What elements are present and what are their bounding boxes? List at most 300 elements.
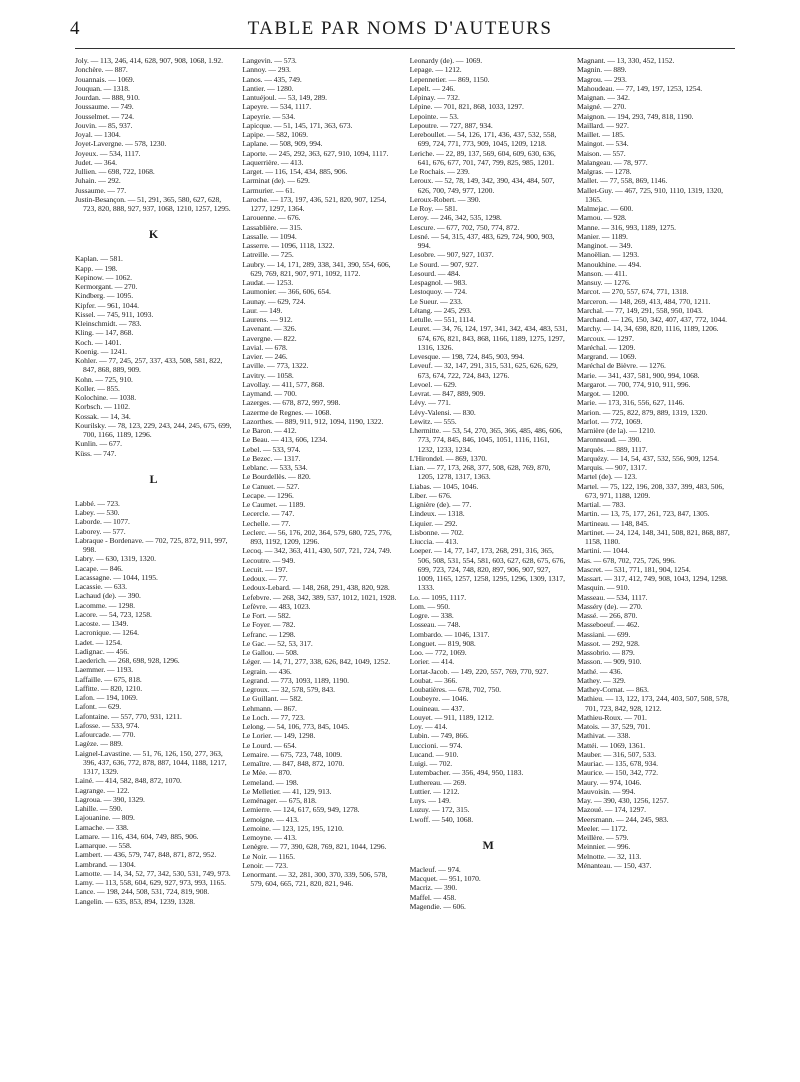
index-entry: Loy. — 414.	[409, 722, 448, 731]
index-entry: Lagèze. — 889.	[75, 739, 123, 749]
index-entry: Malangeau. — 78, 977.	[576, 157, 648, 167]
index-entry: Lajouanine. — 809.	[75, 813, 135, 823]
index-entry: Lubin. — 749, 866.	[409, 731, 469, 741]
index-entry: Mazoué. — 174, 1297.	[576, 805, 647, 815]
index-entry: Larminat (de). — 629.	[242, 176, 310, 186]
index-entry: Mauber. — 316, 507, 533.	[576, 749, 656, 759]
index-entry: Le Loch. — 77, 723.	[242, 712, 305, 722]
index-entry: Le Sourd. — 907, 927.	[409, 259, 479, 269]
index-entry: Manoukhine. — 494.	[576, 259, 642, 269]
index-entry: Masson. — 909, 910.	[576, 657, 642, 667]
index-entry: Marcot. — 270, 557, 674, 771, 1318.	[576, 287, 689, 297]
index-entry: Lantuéjoul. — 53, 149, 289.	[242, 93, 328, 102]
index-entry: Lagroua. — 390, 1329.	[75, 794, 145, 804]
index-entry: May. — 390, 430, 1256, 1257.	[576, 796, 669, 805]
index-entry: Manoëlian. — 1293.	[576, 250, 639, 260]
index-entry: Maillet. — 185.	[576, 130, 625, 139]
index-entry: Lewitz. — 555.	[409, 416, 457, 426]
index-entry: Le Noir. — 1165.	[242, 851, 296, 861]
index-entry: Marchand. — 126, 150, 342, 407, 437, 772, 1044.	[576, 315, 727, 324]
index-entry: Maignon. — 194, 293, 749, 818, 1190.	[576, 111, 694, 121]
index-entry: Lamarque. — 558.	[75, 841, 132, 850]
index-entry: Lassalle. — 1094.	[242, 231, 297, 241]
index-entry: Marlot. — 772, 1069.	[576, 416, 643, 426]
index-entry: Lesourd. — 484.	[409, 268, 461, 278]
index-entry: Ledoux. — 77.	[242, 574, 288, 583]
index-entry: Lance. — 198, 244, 508, 531, 724, 819, 908.	[75, 887, 210, 897]
index-entry: Laffitte. — 820, 1210.	[75, 683, 143, 693]
index-entry: Lescure. — 677, 702, 750, 774, 872.	[409, 222, 520, 232]
index-entry: Maigné. — 270.	[576, 102, 627, 112]
index-entry: Maréchal. — 1209.	[576, 342, 636, 352]
index-entry: Levoel. — 629.	[409, 379, 457, 389]
running-title: TABLE PAR NOMS D'AUTEURS	[247, 18, 553, 39]
index-entry: Le Rochais. — 239.	[409, 167, 470, 176]
index-entry: L'Hirondel. — 869, 1370.	[409, 453, 488, 463]
index-entry: Margrand. — 1069.	[576, 352, 637, 361]
index-entry: Kapp. — 198.	[75, 263, 118, 273]
index-entry: Meillère. — 579.	[576, 833, 629, 842]
index-entry: Jullien. — 698, 722, 1068.	[75, 167, 155, 176]
index-entry: Larget. — 116, 154, 434, 885, 906.	[242, 167, 348, 176]
index-entry: Lian. — 77, 173, 268, 377, 508, 628, 769, 870, 1205, 1278, 1317, 1363.	[409, 463, 551, 482]
index-entry: Laemmer. — 1193.	[75, 665, 133, 675]
index-entry: Kossak. — 14, 34.	[75, 411, 131, 421]
index-entry: Kourilsky. — 78, 123, 229, 243, 244, 245, 675, 699, 700, 1166, 1189, 1296.	[75, 420, 232, 439]
index-entry: Kolochine. — 1038.	[75, 393, 137, 402]
index-entry: Lamy. — 113, 558, 604, 629, 927, 973, 993, 1165.	[75, 878, 226, 887]
index-entry: Le Sueur. — 233.	[409, 296, 463, 306]
index-entry: Laurens. — 912.	[242, 315, 293, 324]
section-letter: M	[482, 837, 495, 852]
index-entry: Marion. — 725, 822, 879, 889, 1319, 1320.	[576, 407, 708, 417]
index-entry: Letulle. — 551, 1114.	[409, 315, 476, 324]
index-entry: Marceron. — 148, 269, 413, 484, 770, 1211.	[576, 296, 711, 306]
index-entry: Marie. — 173, 316, 556, 627, 1146.	[576, 398, 685, 408]
index-entry: Le Lorier. — 149, 1298.	[242, 731, 316, 741]
index-entry: Le Roy. — 581.	[409, 204, 458, 213]
index-entry: Maingot. — 534.	[576, 139, 629, 149]
index-entry: Lombardo. — 1046, 1317.	[409, 629, 490, 639]
index-entry: Létang. — 245, 293.	[409, 305, 472, 315]
index-entry: Lazerme de Regnes. — 1068.	[242, 407, 332, 417]
index-entry: Le Bourdellès. — 820.	[242, 472, 311, 482]
index-entry: Mauriac. — 135, 678, 934.	[576, 759, 658, 768]
index-entry: Legrand. — 773, 1093, 1189, 1190.	[242, 675, 349, 685]
index-entry: Lanos. — 435, 749.	[242, 74, 302, 84]
index-entry: Lafosse. — 533, 974.	[75, 720, 140, 730]
index-entry: Margot. — 1200.	[576, 389, 629, 398]
index-entry: Leriche. — 22, 89, 137, 569, 604, 609, 630, 636, 641, 676, 677, 701, 747, 799, 825, 985, 1201.	[409, 148, 556, 167]
index-entry: Laporte. — 245, 292, 363, 627, 910, 1094, 1117.	[242, 148, 389, 158]
index-entry: Le Beau. — 413, 606, 1234.	[242, 435, 328, 445]
index-entry: Matois. — 37, 529, 701.	[576, 722, 651, 731]
index-entry: Loubat. — 366.	[409, 675, 458, 685]
index-entry: Lecercle. — 747.	[242, 509, 295, 519]
index-entry: Levesque. — 198, 724, 845, 903, 994.	[409, 352, 525, 361]
index-entry: Laederich. — 268, 698, 928, 1296.	[75, 656, 180, 665]
index-entry: Juhain. — 292.	[75, 176, 121, 186]
index-entry: Lamotte. — 14, 34, 52, 77, 342, 530, 531, 749, 973.	[75, 868, 231, 878]
index-entry: Lemoyne. — 413.	[242, 833, 297, 842]
index-entry: Luzuy. — 172, 315.	[409, 805, 470, 815]
index-entry: Mas. — 678, 702, 725, 726, 996.	[576, 555, 676, 565]
index-entry: Lannoy. — 293.	[242, 65, 291, 75]
index-entry: Lévy-Valensi. — 830.	[409, 407, 476, 417]
index-entry: Kissel. — 745, 911, 1093.	[75, 309, 154, 319]
index-entry: Lenègre. — 77, 390, 628, 769, 821, 1044, 1296.	[242, 842, 387, 852]
index-entry: Lenormant. — 32, 281, 300, 370, 339, 506, 578, 579, 604, 665, 721, 820, 821, 946.	[242, 870, 388, 889]
index-entry: Le Bezec. — 1317.	[242, 453, 301, 463]
index-entry: Lepoutre. — 727, 887, 934.	[409, 120, 493, 130]
index-entry: Macquet. — 951, 1070.	[409, 874, 481, 883]
index-entry: Jouvin. — 85, 937.	[75, 120, 133, 130]
index-entry: Leroy. — 246, 342, 535, 1298.	[409, 213, 502, 223]
index-entry: Lemeland. — 198.	[242, 777, 299, 787]
index-entry: Lagrange. — 122.	[75, 785, 130, 795]
index-entry: Lacoste. — 1349.	[75, 619, 129, 628]
index-entry: Marie. — 341, 437, 581, 900, 994, 1068.	[576, 370, 700, 380]
index-entry: Lamache. — 338.	[75, 822, 129, 832]
index-entry: Massobrio. — 879.	[576, 648, 635, 657]
index-entry: Lacassie. — 633.	[75, 582, 127, 591]
index-entry: Larouenne. — 676.	[242, 213, 301, 223]
index-entry: Martel. — 75, 122, 196, 208, 337, 399, 483, 506, 673, 971, 1188, 1209.	[576, 481, 724, 500]
index-entry: Marquès. — 889, 1117.	[576, 444, 648, 454]
index-entry: Louyet. — 911, 1189, 1212.	[409, 712, 494, 722]
index-entry: Lemierre. — 124, 617, 659, 949, 1278.	[242, 805, 360, 815]
index-entry: Kepinow. — 1062.	[75, 272, 132, 282]
index-entry: Kipfer. — 961, 1044.	[75, 300, 139, 310]
index-entry: Jousselmet. — 724.	[75, 111, 135, 121]
index-entry: Martin. — 13, 75, 177, 261, 723, 847, 1305.	[576, 509, 710, 519]
index-entry: Lazerges. — 678, 872, 997, 998.	[242, 398, 341, 408]
index-entry: Meeler. — 1172.	[576, 823, 628, 833]
index-entry: Mathieu. — 13, 122, 173, 244, 403, 507, 508, 578, 701, 723, 842, 928, 1212.	[576, 694, 729, 713]
index-entry: Labraque - Bordenave. — 702, 725, 872, 911, 997, 998.	[75, 535, 228, 554]
index-entry: Jonchère. — 887.	[75, 65, 128, 75]
index-entry: Magnin. — 889.	[576, 65, 627, 75]
section-letter: L	[149, 471, 159, 486]
index-entry: Lechelle. — 77.	[242, 518, 291, 528]
index-entry: Lemoine. — 123, 125, 195, 1210.	[242, 823, 344, 833]
index-entry: Maignan. — 342.	[576, 93, 630, 102]
index-entry: Longuet. — 819, 908.	[409, 638, 476, 648]
index-entry: Marquis. — 907, 1317.	[576, 463, 647, 472]
index-entry: Labbé. — 723.	[75, 498, 120, 508]
index-entry: Lassablière. — 315.	[242, 222, 303, 232]
index-entry: Lelong. — 54, 106, 773, 845, 1045.	[242, 722, 350, 731]
index-entry: Lereboullet. — 54, 126, 171, 436, 437, 532, 558, 699, 724, 771, 773, 909, 1045, 1209, 1218.	[409, 130, 557, 149]
index-entry: Maury. — 974, 1046.	[576, 777, 642, 787]
index-entry: Laplane. — 508, 909, 994.	[242, 139, 323, 149]
index-entry: Luccioni. — 974.	[409, 740, 463, 750]
page-header	[0, 18, 800, 48]
index-entry: Lacassagne. — 1044, 1195.	[75, 572, 158, 582]
index-entry: Lisbonne. — 702.	[409, 527, 464, 537]
index-entry: Lapeyre. — 534, 1117.	[242, 102, 312, 112]
index-entry: Lesné. — 54, 315, 437, 483, 629, 724, 900, 903, 994.	[409, 231, 555, 250]
index-entry: Lutembacher. — 356, 494, 950, 1183.	[409, 768, 524, 778]
index-entry: Manne. — 316, 993, 1189, 1275.	[576, 222, 677, 232]
section-letter: K	[148, 227, 160, 242]
index-entry: Meersmann. — 244, 245, 983.	[576, 814, 669, 824]
index-entry: Marchy. — 14, 34, 698, 820, 1116, 1189, 1206.	[576, 324, 719, 334]
index-entry: Lestoquoy. — 724.	[409, 287, 467, 297]
index-entry: Laymand. — 700.	[242, 389, 297, 398]
index-entry: Lecoutre. — 949.	[242, 555, 296, 565]
index-entry: Lapicque. — 51, 145, 171, 363, 673.	[242, 120, 353, 130]
index-entry: Manson. — 411.	[576, 268, 628, 278]
index-entry: Losseau. — 748.	[409, 620, 461, 630]
index-entry: Lépine. — 701, 821, 868, 1033, 1297.	[409, 102, 524, 112]
index-entry: Mauvoisin. — 994.	[576, 786, 636, 796]
index-entry: Martineau. — 148, 845.	[576, 518, 649, 528]
index-entry: Lepelt. — 246.	[409, 83, 455, 93]
index-entry: Lemoigne. — 413.	[242, 814, 299, 824]
index-entry: Leonardy (de). — 1069.	[409, 56, 483, 65]
index-entry: Lortat-Jacob. — 149, 220, 557, 769, 770, 927.	[409, 666, 549, 676]
index-entry: Masséry (de). — 270.	[576, 601, 643, 611]
index-entry: Kunlin. — 677.	[75, 439, 122, 449]
index-entry: Magrou. — 293.	[576, 74, 627, 84]
index-entry: Lesobre. — 907, 927, 1037.	[409, 250, 494, 260]
index-entry: Latreille. — 725.	[242, 250, 294, 260]
index-entry: Joyet-Lavergne. — 578, 1230.	[75, 139, 167, 149]
index-entry: Legrain. — 436.	[242, 666, 292, 676]
index-entry: Lepage. — 1212.	[409, 65, 462, 75]
index-entry: Laborey. — 577.	[75, 526, 126, 536]
index-entry: Le Gac. — 52, 53, 317.	[242, 638, 313, 648]
index-entry: Maffel. — 458.	[409, 892, 457, 902]
index-entry: Mascret. — 531, 771, 181, 904, 1254.	[576, 564, 691, 574]
index-entry: Léger. — 14, 71, 277, 338, 626, 842, 1049, 1252.	[242, 657, 391, 667]
index-entry: Laudat. — 1253.	[242, 278, 294, 287]
index-entry: Lenoir. — 723.	[242, 860, 289, 870]
index-entry: Jouannais. — 1069.	[75, 74, 135, 84]
index-entry: Masquin. — 910.	[576, 583, 630, 593]
index-entry: Kindberg. — 1095.	[75, 291, 134, 301]
index-entry: Maréchal de Bièvre. — 1276.	[576, 361, 666, 371]
index-entry: Laffaille. — 675, 818.	[75, 674, 142, 684]
index-entry: Le Baron. — 412.	[242, 426, 297, 435]
index-entry: Laquerrière. — 413.	[242, 157, 304, 167]
index-entry: Laville. — 773, 1322.	[242, 361, 309, 371]
index-entry: Mathieu-Roux. — 701.	[576, 712, 647, 722]
index-entry: Koenig. — 1241.	[75, 346, 127, 356]
index-entry: Lépinay. — 732.	[409, 93, 460, 102]
index-entry: Kohn. — 725, 910.	[75, 374, 133, 384]
index-entry: Lemaire. — 675, 723, 748, 1009.	[242, 749, 343, 759]
index-entry: Leblanc. — 533, 534.	[242, 463, 308, 472]
index-entry: Martinet. — 24, 124, 148, 341, 508, 821, 868, 887, 1158, 1180.	[576, 527, 730, 546]
index-entry: Lahille. — 590.	[75, 804, 123, 813]
index-entry: Margarot. — 700, 774, 910, 911, 996.	[576, 379, 691, 389]
index-entry: Judet. — 364.	[75, 157, 117, 167]
index-entry: Joly. — 113, 246, 414, 628, 907, 908, 1068, 1.92.	[75, 56, 224, 65]
index-entry: Kaplan. — 581.	[75, 254, 123, 264]
index-entry: Lavergne. — 822.	[242, 333, 297, 343]
index-entry: Mathé. — 436.	[576, 666, 623, 676]
index-entry: Lambrand. — 1304.	[75, 859, 136, 869]
index-entry: Marcoux. — 1297.	[576, 333, 634, 343]
index-entry: Le Guillant. — 582.	[242, 694, 303, 704]
index-entry: Lafont. — 629.	[75, 702, 122, 712]
index-entry: Maillard. — 927.	[576, 120, 629, 130]
index-entry: Liquier. — 292.	[409, 518, 458, 528]
index-entry: Martel (de). — 123.	[576, 472, 637, 482]
index-entry: Küss. — 747.	[75, 448, 117, 458]
index-columns	[75, 56, 735, 1066]
index-entry: Liabas. — 1045, 1046.	[409, 481, 479, 491]
index-entry: Marnière (de la). — 1210.	[576, 426, 656, 435]
index-column-3	[410, 56, 568, 1066]
index-entry: Levrat. — 847, 889, 909.	[409, 389, 486, 398]
index-entry: Kling. — 147, 868.	[75, 328, 134, 338]
index-entry: Kermorgant. — 270.	[75, 282, 138, 291]
index-entry: Luthereau. — 269.	[409, 777, 467, 787]
index-entry: Lefebvre. — 268, 342, 389, 537, 1012, 1021, 1928.	[242, 592, 397, 602]
index-entry: Leuret. — 34, 76, 124, 197, 341, 342, 434, 483, 531, 674, 676, 821, 843, 868, 1166, 1189, 1275, 1297, 1316, 1326.	[409, 324, 568, 352]
index-entry: Laur. — 149.	[242, 305, 283, 315]
index-entry: Lebel. — 533, 974.	[242, 444, 301, 454]
index-entry: Leroux-Robert. — 390.	[409, 194, 481, 204]
index-entry: Macriz. — 390.	[409, 883, 458, 893]
index-entry: Leménager. — 675, 818.	[242, 796, 317, 805]
index-entry: Lainé. — 414, 582, 848, 872, 1070.	[75, 776, 182, 786]
index-entry: Meinnier. — 996.	[576, 842, 631, 852]
index-entry: Maurice. — 150, 342, 772.	[576, 768, 658, 778]
index-entry: Lecuit. — 197.	[242, 564, 288, 574]
index-entry: Joussaume. — 749.	[75, 102, 134, 112]
index-entry: Le Melletier. — 41, 129, 913.	[242, 786, 332, 796]
index-entry: Macleuf. — 974.	[409, 864, 461, 874]
index-entry: Luigi. — 702.	[409, 759, 453, 768]
index-column-1	[75, 56, 233, 1066]
index-entry: Koller. — 855.	[75, 383, 120, 393]
index-entry: Massot. — 292, 928.	[576, 638, 640, 648]
index-entry: Leclerc. — 56, 176, 202, 364, 579, 680, 725, 776, 893, 1192, 1209, 1296.	[242, 527, 392, 546]
index-entry: Lacronique. — 1264.	[75, 628, 140, 638]
index-entry: Laroche. — 173, 197, 436, 521, 820, 907, 1254, 1277, 1297, 1364.	[242, 194, 387, 213]
index-entry: Lapeyrie. — 534.	[242, 111, 296, 121]
index-entry: Masseau. — 534, 1117.	[576, 592, 648, 602]
index-entry: Lucand. — 910.	[409, 749, 459, 759]
index-entry: Le Foyer. — 782.	[242, 620, 296, 630]
index-entry: Le Caumet. — 1189.	[242, 500, 306, 509]
index-entry: Lecoq. — 342, 363, 411, 430, 507, 721, 724, 749.	[242, 546, 392, 556]
index-entry: Malgras. — 1278.	[576, 167, 632, 176]
index-entry: Labey. — 530.	[75, 508, 120, 517]
index-entry: Lazorthes. — 889, 911, 912, 1094, 1190, 1322.	[242, 416, 384, 426]
index-entry: Lafontaine. — 557, 770, 931, 1211.	[75, 711, 182, 721]
index-entry: Mathey. — 329.	[576, 675, 626, 685]
index-entry: Lavenant. — 326.	[242, 324, 297, 334]
index-entry: Loubeyre. — 1046.	[409, 694, 469, 704]
index-entry: Ladignac. — 456.	[75, 646, 130, 656]
index-entry: Ladet. — 1254.	[75, 637, 122, 647]
index-entry: Le Mée. — 870.	[242, 768, 292, 778]
index-entry: Koch. — 1401.	[75, 337, 122, 347]
index-entry: Ledoux-Lebard. — 148, 268, 291, 438, 820, 928.	[242, 583, 390, 593]
index-column-2	[242, 56, 400, 1066]
index-entry: Liuccia. — 413.	[409, 537, 459, 546]
index-entry: Manginot. — 349.	[576, 241, 633, 250]
page-number: 4	[70, 18, 80, 39]
index-entry: Mamou. — 928.	[576, 213, 627, 223]
index-entry: Luttier. — 1212.	[409, 786, 460, 796]
index-entry: Lapipe. — 582, 1069.	[242, 130, 308, 139]
index-entry: Loeper. — 14, 77, 147, 173, 268, 291, 316, 365, 506, 508, 531, 554, 581, 603, 627, 628, 675, 676, 699, 723, 724, 748, 820, 897, 906, 907, 927, 1009, 1165, 1257, 1258, 1295, 1296, 1309, 1317, 1333.	[409, 546, 566, 593]
index-entry: Lehmann. — 867.	[242, 703, 297, 713]
index-entry: Mansuy. — 1276.	[576, 278, 631, 287]
index-entry: Lacape. — 846.	[75, 563, 123, 573]
index-entry: Leveuf. — 32, 147, 291, 315, 531, 625, 626, 629, 673, 674, 722, 724, 843, 1276.	[409, 361, 558, 380]
index-entry: Jussaume. — 77.	[75, 185, 127, 195]
index-entry: Marquézy. — 14, 54, 437, 532, 556, 909, 1254.	[576, 453, 719, 463]
index-entry: Le Gallou. — 508.	[242, 648, 299, 657]
index-entry: Masseboeuf. — 462.	[576, 620, 640, 630]
index-entry: Lambert. — 436, 579, 747, 848, 871, 872, 952.	[75, 850, 217, 860]
index-entry: Loo. — 772, 1069.	[409, 648, 467, 657]
index-entry: Maison. — 557.	[576, 148, 626, 158]
index-entry: Korbsch. — 1102.	[75, 402, 131, 412]
index-entry: Magendie. — 606.	[409, 901, 466, 911]
index-entry: Lavitry. — 1058.	[242, 370, 294, 380]
index-entry: Kohler. — 77, 245, 257, 337, 433, 508, 581, 822, 847, 868, 889, 909.	[75, 356, 223, 375]
index-entry: Ménanteau. — 150, 437.	[576, 860, 652, 870]
index-entry: Jouquan. — 1318.	[75, 83, 130, 93]
index-entry: Joyeux. — 534, 1117.	[75, 148, 141, 158]
index-entry: Lemaître. — 847, 848, 872, 1070.	[242, 759, 345, 768]
index-entry: Langelin. — 635, 853, 894, 1239, 1328.	[75, 896, 196, 906]
index-entry: Lefranc. — 1298.	[242, 629, 296, 639]
index-entry: Lespagnol. — 983.	[409, 278, 468, 287]
index-entry: Lignière (de). — 77.	[409, 500, 472, 509]
index-entry: Launay. — 629, 724.	[242, 296, 306, 306]
index-entry: Massart. — 317, 412, 749, 908, 1043, 1294, 1298.	[576, 574, 728, 583]
index-entry: Luys. — 149.	[409, 796, 451, 805]
index-entry: Lafon. — 194, 1069.	[75, 693, 138, 702]
index-entry: Laignel-Lavastine. — 51, 76, 126, 150, 277, 363, 396, 437, 636, 772, 878, 887, 1044, 1188, 1217, 1317, 1329.	[75, 748, 227, 776]
index-entry: Lavier. — 246.	[242, 352, 288, 361]
index-entry: Lamare. — 116, 434, 604, 749, 885, 906.	[75, 831, 199, 841]
index-entry: Larmurier. — 61.	[242, 185, 295, 195]
index-entry: Lavial. — 678.	[242, 342, 288, 352]
index-entry: Lacore. — 54, 723, 1258.	[75, 609, 152, 619]
index-entry: Martial. — 783.	[576, 500, 626, 509]
index-entry: Louineau. — 437.	[409, 703, 465, 713]
index-entry: Massé. — 266, 870.	[576, 611, 638, 620]
index-entry: Mallet. — 77, 558, 869, 1146.	[576, 176, 668, 186]
index-entry: Melnotte. — 32, 113.	[576, 851, 642, 861]
index-entry: Lantier. — 1280.	[242, 83, 294, 93]
index-entry: Lacomme. — 1298.	[75, 600, 135, 610]
index-entry: Lorier. — 414.	[409, 657, 455, 667]
index-entry: Lom. — 950.	[409, 601, 451, 611]
index-entry: Lecape. — 1296.	[242, 490, 294, 500]
index-entry: Logre. — 338.	[409, 611, 454, 620]
index-entry: Mathivat. — 338.	[576, 731, 631, 741]
index-entry: Martini. — 1044.	[576, 546, 630, 556]
index-entry: Massiani. — 699.	[576, 629, 631, 639]
index-entry: Loubatières. — 678, 702, 750.	[409, 685, 502, 694]
index-column-4	[577, 56, 735, 1066]
index-entry: Labry. — 630, 1319, 1320.	[75, 554, 156, 564]
index-entry: Lo. — 1095, 1117.	[409, 592, 467, 602]
index-entry: Justin-Besançon. — 51, 291, 365, 580, 627, 628, 723, 820, 888, 927, 937, 1068, 1210, 1257, 1295.	[75, 194, 231, 213]
index-entry: Lévy. — 771.	[409, 398, 451, 408]
